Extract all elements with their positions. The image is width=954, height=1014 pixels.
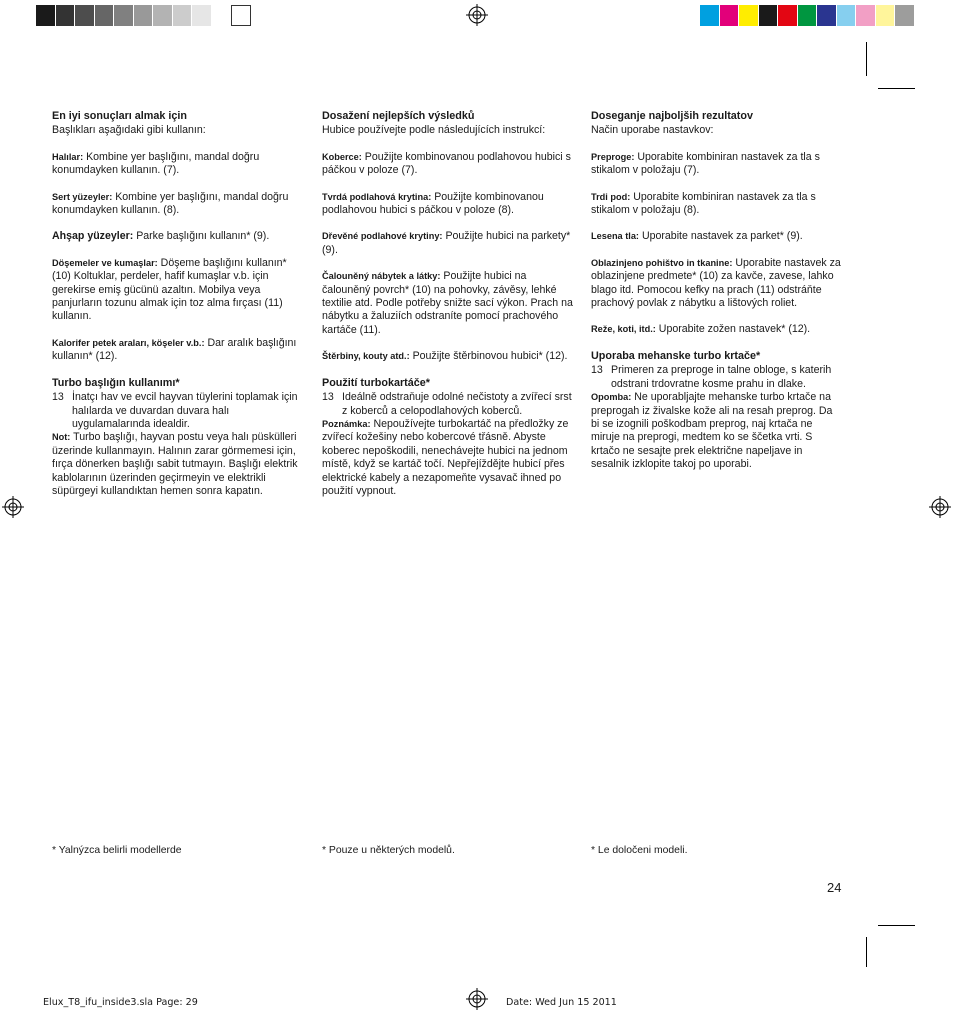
grayscale-swatch	[95, 5, 115, 26]
instruction-text: Uporabite zožen nastavek* (12).	[655, 323, 811, 336]
grayscale-swatch	[114, 5, 134, 26]
grayscale-color-bar	[36, 5, 251, 26]
process-color-swatch	[778, 5, 798, 26]
turbo-list-item	[52, 391, 304, 431]
turbo-heading: Turbo başlığın kullanımı*	[52, 376, 180, 389]
turbo-note	[52, 431, 304, 498]
instruction-carpets	[322, 151, 574, 178]
instruction-label: Kalorifer petek araları, köşeler v.b.:	[52, 337, 205, 348]
instruction-hard-floors	[52, 191, 304, 218]
grayscale-swatch	[36, 5, 56, 26]
instruction-carpets	[52, 151, 304, 178]
grayscale-swatch	[212, 5, 232, 26]
instruction-text: Použijte štěrbinovou hubici* (12).	[409, 350, 568, 363]
instruction-label: Tvrdá podlahová krytina:	[322, 191, 432, 202]
section-heading: En iyi sonuçları almak için	[52, 110, 188, 122]
process-color-swatch	[895, 5, 915, 26]
instruction-text: Kombine yer başlığını, mandal doğru konumdayken kullanın. (8).	[52, 190, 289, 217]
note-text: Turbo başlığı, hayvan postu veya halı püskülleri üzerinde kullanmayın. Halının zarar görmemesi için, fırça dönerken başlığı sabit tutmayın. Başlığı elektrik kablolarının üzerinden geçirmeyin ve elektrikli süpürgeyi kullandıktan hemen sonra kapatın.	[52, 431, 298, 497]
instruction-text: Döşeme başlığını kullanın* (10) Koltuklar, perdeler, hafif kumaşlar v.b. için gerekirse emiş gücünü azaltın. Mobilya veya panjurların tozunu almak için toz alma fırçası (11) kullanın.	[52, 256, 287, 323]
turbo-heading: Použití turbokartáče*	[322, 376, 430, 389]
grayscale-swatch	[56, 5, 76, 26]
instruction-label: Koberce:	[322, 151, 362, 162]
item-number: 13	[52, 391, 64, 404]
instruction-upholstery	[322, 270, 574, 337]
instruction-label: Döşemeler ve kumaşlar:	[52, 257, 158, 268]
note-text: Nepoužívejte turbokartáč na předložky ze zvířecí kožešiny nebo kobercové třásně. Abyste koberec nepoškodili, nenechávejte hubici na jednom místě, když se kartáč točí. Nepřejíždějte hubicí přes elektrické kabely a nezapomeňte vysavač ihned po použití vypnout.	[322, 417, 569, 497]
instruction-carpets	[591, 151, 843, 178]
grayscale-swatch	[75, 5, 95, 26]
registration-mark-icon	[466, 988, 488, 1010]
instruction-label: Sert yüzeyler:	[52, 191, 113, 202]
process-color-swatch	[739, 5, 759, 26]
process-color-swatch	[759, 5, 779, 26]
instruction-label: Lesena tla:	[591, 231, 639, 242]
instruction-label: Reže, koti, itd.:	[591, 324, 656, 335]
intro-text: Hubice používejte podle následujících instrukcí:	[322, 124, 546, 137]
turbo-list-item	[591, 364, 843, 391]
process-color-swatch	[876, 5, 896, 26]
item-text: Ideálně odstraňuje odolné nečistoty a zvířecí srst z koberců a celopodlahových koberců.	[342, 391, 572, 417]
turbo-note	[322, 418, 574, 498]
instruction-upholstery	[52, 257, 304, 324]
page-number: 24	[827, 880, 842, 895]
slovenian-column	[591, 110, 843, 472]
turbo-note	[591, 391, 843, 471]
turbo-heading: Uporaba mehanske turbo krtače*	[591, 349, 761, 362]
crop-mark-top-horizontal	[878, 88, 915, 89]
instruction-label: Štěrbiny, kouty atd.:	[322, 351, 410, 362]
instruction-text: Uporabite nastavek za parket* (9).	[639, 230, 803, 243]
registration-mark-icon	[929, 496, 951, 518]
instruction-label: Preproge:	[591, 151, 635, 162]
instruction-wooden-floors	[591, 230, 843, 243]
instruction-text: Použijte hubici na čalouněný povrch* (10) na pohovky, závěsy, lehké textilie atd. Podle potřeby snižte sací výkon. Prach na nábytku a žaluziích odstraníte pomocí prachového kartáče (11).	[322, 270, 573, 336]
turkish-column	[52, 110, 304, 498]
footnote-czech: * Pouze u některých modelů.	[322, 845, 455, 856]
instruction-text: Kombine yer başlığını, mandal doğru konumdayken kullanın. (7).	[52, 150, 260, 177]
slug-file-info: Elux_T8_ifu_inside3.sla Page: 29	[43, 997, 198, 1008]
instruction-wooden-floors	[52, 230, 304, 243]
instruction-crevices	[322, 350, 574, 363]
instruction-wooden-floors	[322, 230, 574, 257]
section-heading: Dosažení nejlepších výsledků	[322, 110, 475, 122]
process-color-swatch	[837, 5, 857, 26]
instruction-label: Halılar:	[52, 151, 84, 162]
instruction-text: Uporabite kombiniran nastavek za tla s stikalom v položaju (8).	[591, 190, 816, 217]
instruction-label: Ahşap yüzeyler:	[52, 230, 134, 243]
instruction-label: Dřevěné podlahové krytiny:	[322, 231, 443, 242]
grayscale-swatch	[192, 5, 212, 26]
registration-mark-icon	[466, 4, 488, 26]
grayscale-swatch	[134, 5, 154, 26]
intro-text: Način uporabe nastavkov:	[591, 124, 714, 137]
process-color-bar	[700, 5, 915, 26]
process-color-swatch	[798, 5, 818, 26]
note-label: Not:	[52, 432, 71, 443]
item-text: İnatçı hav ve evcil hayvan tüylerini toplamak için halılarda ve duvardan duvara halı uygulamalarında idealdir.	[72, 391, 298, 430]
note-label: Opomba:	[591, 392, 632, 403]
instruction-hard-floors	[322, 191, 574, 218]
instruction-text: Použijte hubici na parkety* (9).	[322, 230, 571, 256]
instruction-text: Uporabite kombiniran nastavek za tla s stikalom v položaju (7).	[591, 150, 820, 177]
slug-date: Date: Wed Jun 15 2011	[506, 997, 617, 1008]
intro-text: Başlıkları aşağıdaki gibi kullanın:	[52, 124, 206, 137]
grayscale-swatch	[173, 5, 193, 26]
process-color-swatch	[720, 5, 740, 26]
item-number: 13	[591, 364, 603, 377]
item-number: 13	[322, 391, 334, 404]
czech-column	[322, 110, 574, 498]
instruction-upholstery	[591, 257, 843, 311]
instruction-text: Uporabite nastavek za oblazinjene predmete* (10) za kavče, zavese, lahko blago itd. Pomocou kefky na prach (11) odstráňte prachový povlak z nábytku a lištových roliet.	[591, 256, 841, 310]
grayscale-swatch	[231, 5, 251, 26]
process-color-swatch	[817, 5, 837, 26]
instruction-text: Parke başlığını kullanın* (9).	[133, 230, 270, 243]
instruction-label: Trdi pod:	[591, 191, 631, 202]
registration-mark-icon	[2, 496, 24, 518]
instruction-text: Dar aralık başlığını kullanın* (12).	[52, 336, 297, 363]
instruction-hard-floors	[591, 191, 843, 218]
instruction-text: Použijte kombinovanou podlahovou hubici s páčkou v poloze (7).	[322, 150, 571, 177]
turbo-list-item	[322, 391, 574, 418]
footnote-slovenian: * Le določeni modeli.	[591, 845, 688, 856]
instruction-crevices	[591, 323, 843, 336]
process-color-swatch	[700, 5, 720, 26]
process-color-swatch	[856, 5, 876, 26]
instruction-label: Čalouněný nábytek a látky:	[322, 271, 441, 282]
footnote-turkish: * Yalnýzca belirli modellerde	[52, 845, 182, 856]
grayscale-swatch	[153, 5, 173, 26]
crop-mark-bottom-horizontal	[878, 925, 915, 926]
section-heading: Doseganje najboljših rezultatov	[591, 110, 753, 122]
instruction-text: Použijte kombinovanou podlahovou hubici s páčkou v poloze (8).	[322, 190, 544, 217]
instruction-crevices	[52, 337, 304, 364]
note-label: Poznámka:	[322, 418, 371, 429]
item-text: Primeren za preproge in talne obloge, s katerih odstrani trdovratne kosme prahu in dlake.	[611, 364, 832, 390]
crop-mark-bottom-vertical	[866, 937, 867, 967]
note-text: Ne uporabljajte mehanske turbo krtače na preprogah iz živalske kože ali na resah preprog. Da bi se izognili poškodbam preprog, naj krtača ne miruje na preprogi, medtem ko se ščetka vrti. S krtačo ne sesajte prek električne napeljave in sesalnik izklopite takoj po uporabi.	[591, 391, 833, 471]
crop-mark-top-vertical	[866, 42, 867, 76]
instruction-label: Oblazinjeno pohištvo in tkanine:	[591, 257, 733, 268]
